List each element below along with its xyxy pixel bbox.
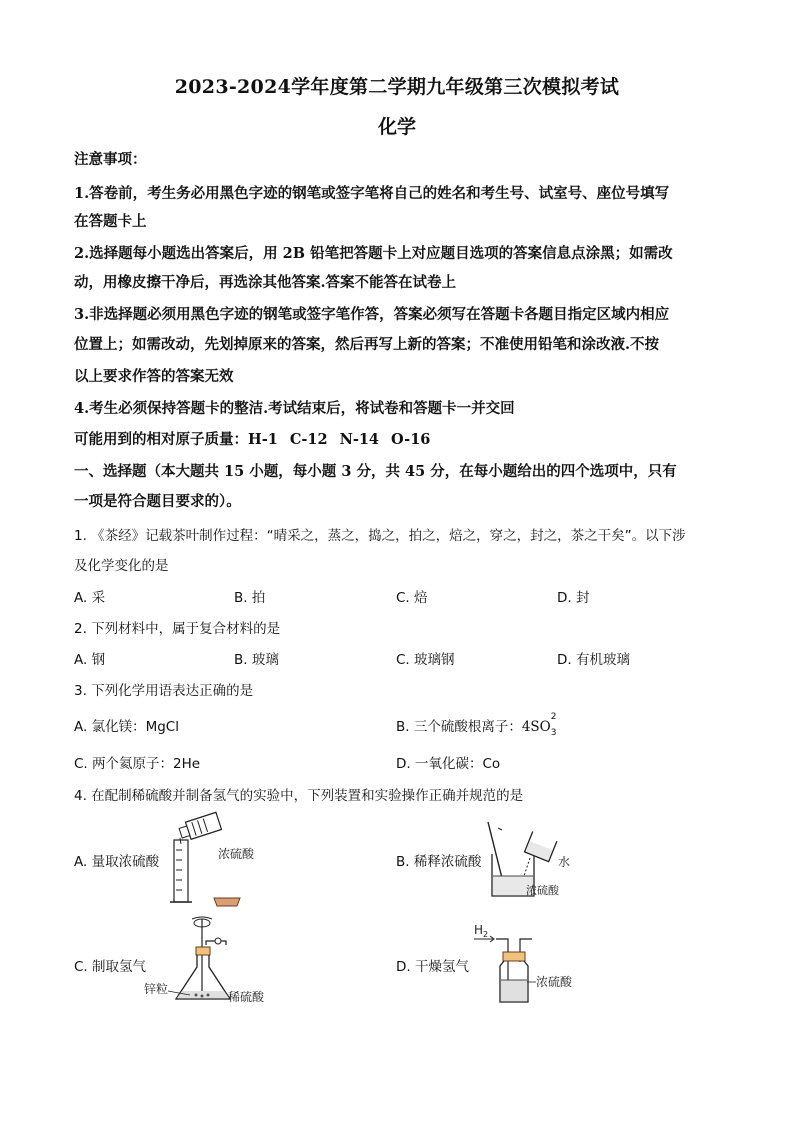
- note-3-line-3: 以上要求作答的答案无效: [74, 368, 234, 385]
- note-3-line-1: 3.非选择题必须用黑色字迹的钢笔或签字笔作答，答案必须写在答题卡各题目指定区域内相应: [74, 306, 670, 323]
- q3-option-d: D. 一氧化碳：Co: [396, 756, 501, 772]
- figure-a-label: 浓硫酸: [218, 847, 255, 861]
- note-1-line-1: 1.答卷前，考生务必用黑色字迹的钢笔或签字笔将自己的姓名和考生号、试室号、座位号填写: [74, 185, 670, 202]
- note-4: 4.考生必须保持答题卡的整洁.考试结束后，将试卷和答题卡一并交回: [74, 400, 515, 417]
- mass-c: C-12: [289, 431, 328, 448]
- figure-b-water-label: 水: [558, 855, 571, 869]
- figure-c-zinc-label: 锌粒: [144, 982, 169, 996]
- figure-dry-hydrogen: [470, 922, 590, 1007]
- figure-measure-acid: [160, 810, 280, 910]
- q4-option-d: D. 干燥氢气: [396, 959, 469, 975]
- exam-title: 2023-2024学年度第二学期九年级第三次模拟考试: [174, 76, 620, 98]
- q4-option-b: B. 稀释浓硫酸: [396, 854, 482, 870]
- q1-option-d: D. 封: [557, 590, 590, 606]
- figure-produce-hydrogen: [140, 915, 280, 1010]
- q2-option-a: A. 钢: [74, 652, 106, 668]
- atomic-masses: [74, 430, 442, 450]
- figure-d-acid-label: 浓硫酸: [536, 975, 573, 989]
- q1-option-b: B. 拍: [234, 590, 266, 606]
- q4-option-c: C. 制取氢气: [74, 959, 147, 975]
- q1-stem-line-2: 及化学变化的是: [74, 558, 169, 574]
- q2-option-d: D. 有机玻璃: [557, 652, 630, 668]
- q4-option-a: A. 量取浓硫酸: [74, 854, 160, 870]
- q4-stem: 4. 在配制稀硫酸并制备氢气的实验中，下列装置和实验操作正确并规范的是: [74, 788, 524, 804]
- figure-dilute-acid: [484, 818, 594, 908]
- mass-o: O-16: [391, 431, 431, 448]
- q3-stem: 3. 下列化学用语表达正确的是: [74, 683, 254, 699]
- figure-d-gas-label: H: [474, 923, 484, 937]
- q2-option-c: C. 玻璃钢: [396, 652, 455, 668]
- exam-subject: 化学: [377, 116, 416, 138]
- q1-option-a: A. 采: [74, 590, 106, 606]
- q2-stem: 2. 下列材料中，属于复合材料的是: [74, 621, 281, 637]
- q3-option-c: C. 两个氦原子：2He: [74, 756, 201, 772]
- figure-c-acid-label: 稀硫酸: [228, 990, 265, 1004]
- notes-heading: 注意事项：: [74, 151, 147, 168]
- q3-option-b-text: B. 三个硫酸根离子：: [396, 719, 522, 735]
- mass-n: N-14: [339, 431, 380, 448]
- q3-option-b-charge: 2: [550, 712, 557, 722]
- q3-option-b-subscript: 3: [550, 728, 557, 738]
- note-1-line-2: 在答题卡上: [74, 213, 147, 230]
- section-1-line-2: 一项是符合题目要求的）。: [74, 493, 241, 510]
- note-3-line-2: 位置上；如需改动，先划掉原来的答案，然后再写上新的答案；不准使用铅笔和涂改液.不按: [74, 336, 660, 353]
- q1-option-c: C. 焙: [396, 590, 428, 606]
- note-2-line-2: 动，用橡皮擦干净后，再选涂其他答案.答案不能答在试卷上: [74, 274, 457, 291]
- mass-h: H-1: [248, 431, 278, 448]
- figure-b-acid-label: 浓硫酸: [526, 884, 559, 897]
- q1-stem-line-1: 1. 《茶经》记载茶叶制作过程：“晴采之，蒸之，捣之，拍之，焙之，穿之，封之，茶之干矣”。以下涉: [74, 528, 686, 544]
- figure-d-gas-subscript: 2: [483, 930, 489, 939]
- q3-option-b: [396, 712, 559, 738]
- section-1-line-1: 一、选择题（本大题共 15 小题，每小题 3 分，共 45 分，在每小题给出的四个选项中，只有: [74, 463, 677, 480]
- q3-option-b-formula: 4SO: [521, 719, 551, 735]
- atomic-masses-label: 可能用到的相对原子质量：: [74, 431, 248, 448]
- q2-option-b: B. 玻璃: [234, 652, 279, 668]
- q3-option-a: A. 氯化镁：MgCl: [74, 719, 179, 735]
- note-2-line-1: 2.选择题每小题选出答案后，用 2B 铅笔把答题卡上对应题目选项的答案信息点涂黑；如需改: [74, 245, 673, 262]
